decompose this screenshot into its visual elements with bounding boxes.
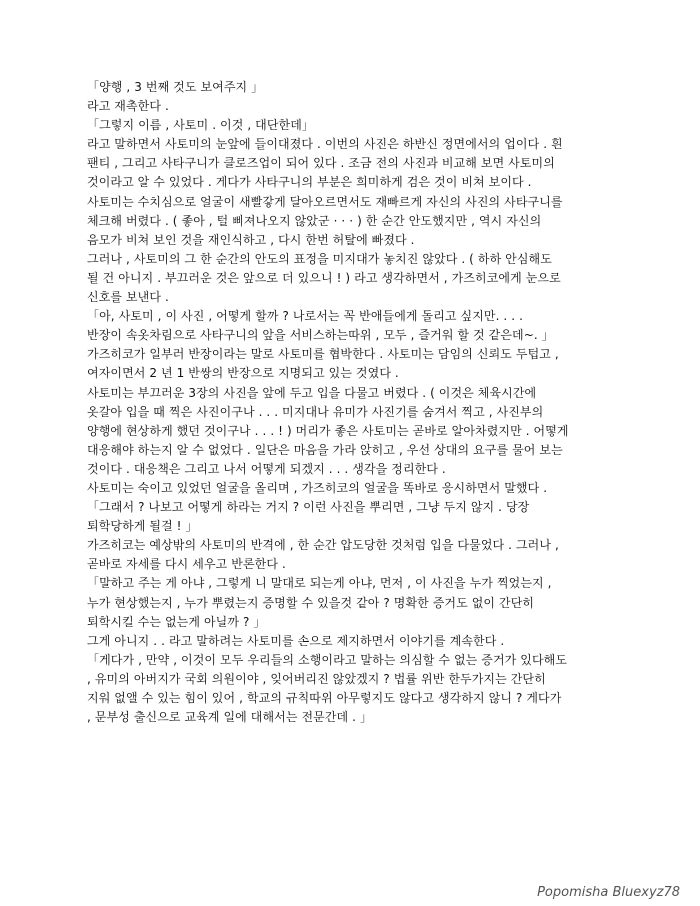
text-line: 팬티 , 그리고 사타구니가 클로즈업이 되어 있다 . 조금 전의 사진과 비교해 보면 사토미의 — [87, 156, 555, 171]
text-line: 양행에 현상하게 했던 것이구나 . . . ! ) 머리가 좋은 사토미는 곧바로 알아차렸지만 . 어떻게 — [87, 423, 569, 438]
text-line: 체크해 버렸다 . ( 좋아 , 털 삐져나오지 않았군 · · · ) 한 순간 안도했지만 , 역시 자신의 — [87, 213, 542, 228]
text-line: 「아, 사토미 , 이 사진 , 어떻게 할까 ? 나로서는 꼭 반애들에게 돌리고 싶지만. . . . — [87, 309, 523, 324]
watermark: Popomisha Bluexyz78 — [537, 885, 680, 900]
text-line: 것이라고 알 수 있었다 . 게다가 사타구니의 부분은 희미하게 검은 것이 비쳐 보이다 . — [87, 175, 532, 190]
text-line: 음모가 비쳐 보인 것을 재인식하고 , 다시 한번 허탈에 빠졌다 . — [87, 232, 415, 247]
text-line: 퇴학시킬 수는 없는게 아닐까 ? 」 — [87, 614, 266, 629]
text-line: 라고 재촉한다 . — [87, 99, 169, 114]
text-line: , 유미의 아버지가 국회 의원이야 , 잊어버리진 않았겠지 ? 법률 위반 한두가지는 간단히 — [87, 671, 546, 686]
text-line: 「게다가 , 만약 , 이것이 모두 우리들의 소행이라고 말하는 의심할 수 없는 증거가 있다해도 — [87, 652, 568, 667]
text-line: 라고 말하면서 사토미의 눈앞에 들이대졌다 . 이번의 사진은 하반신 정면에서의 업이다 . 흰 — [87, 137, 563, 152]
text-line: 곧바로 자세를 다시 세우고 반론한다 . — [87, 557, 286, 572]
text-line: 지워 없앨 수 있는 힘이 있어 , 학교의 규칙따위 아무렇지도 않다고 생각하지 않니 ? 게다가 — [87, 691, 562, 705]
text-line: 그러나 , 사토미의 그 한 순간의 안도의 표정을 미지대가 놓치진 않았다 . ( 하하 안심해도 — [87, 251, 552, 266]
text-line: 가즈히코는 예상밖의 사토미의 반격에 , 한 순간 압도당한 것처럼 입을 다물었다 . 그러나 , — [87, 538, 559, 553]
text-line: 누가 현상했는지 , 누가 뿌렸는지 증명할 수 있을것 같아 ? 명확한 증거도 없이 간단히 — [87, 595, 535, 610]
text-line: 것이다 . 대응책은 그리고 나서 어떻게 되겠지 . . . 생각을 정리한다 . — [87, 461, 446, 476]
text-line: 사토미는 숙이고 있었던 얼굴을 올리며 , 가즈히코의 얼굴을 똑바로 응시하면서 말했다 . — [87, 480, 548, 495]
text-line: 가즈히코가 일부러 반장이라는 말로 사토미를 협박한다 . 사토미는 담임의 신뢰도 두텁고 , — [87, 347, 559, 362]
text-line: 사토미는 부끄러운 3장의 사진을 앞에 두고 입을 다물고 버렸다 . ( 이것은 체육시간에 — [87, 385, 537, 400]
text-line: 신호를 보낸다 . — [87, 290, 169, 305]
text-line: 「그렇지 이름 , 사토미 . 이것 , 대단한데」 — [87, 118, 315, 133]
text-line: 「양행 , 3 번째 것도 보여주지 」 — [87, 80, 264, 94]
text-line: 반장이 속옷차림으로 사타구니의 앞을 서비스하는따위 , 모두 , 즐거워 할 것 같은데~. 」 — [87, 328, 554, 343]
text-line: 대응해야 하는지 알 수 없었다 . 일단은 마음을 가라 앉히고 , 우선 상대의 요구를 물어 보는 — [87, 442, 563, 457]
text-line: , 문부성 출신으로 교육계 일에 대해서는 전문간데 . 」 — [87, 710, 373, 725]
text-line: 「그래서 ? 나보고 어떻게 하라는 거지 ? 이런 사진을 뿌리면 , 그냥 두지 않지 . 당장 — [87, 500, 530, 515]
text-line: 퇴학당하게 될걸 ! 」 — [87, 519, 198, 534]
text-line: 그게 아니지 . . 라고 말하려는 사토미를 손으로 제지하면서 이야기를 계속한다 . — [87, 633, 505, 648]
text-line: 여자이면서 2 년 1 반쌍의 반장으로 지명되고 있는 것였다 . — [87, 366, 399, 381]
text-line: 「말하고 주는 게 아냐 , 그렇게 니 말대로 되는게 아냐, 먼저 , 이 사진을 누가 찍었는지 , — [87, 576, 552, 591]
text-line: 사토미는 수치심으로 얼굴이 새빨갛게 달아오르면서도 재빠르게 자신의 사진의 사타구니를 — [87, 194, 563, 209]
text-line: 옷갈아 입을 때 찍은 사진이구나 . . . 미지대나 유미가 사진기를 숨겨서 찍고 , 사진부의 — [87, 404, 544, 419]
body-text — [87, 78, 627, 727]
text-line: 될 건 아니지 . 부끄러운 것은 앞으로 더 있으니 ! ) 라고 생각하면서 , 가즈히코에게 눈으로 — [87, 270, 561, 285]
